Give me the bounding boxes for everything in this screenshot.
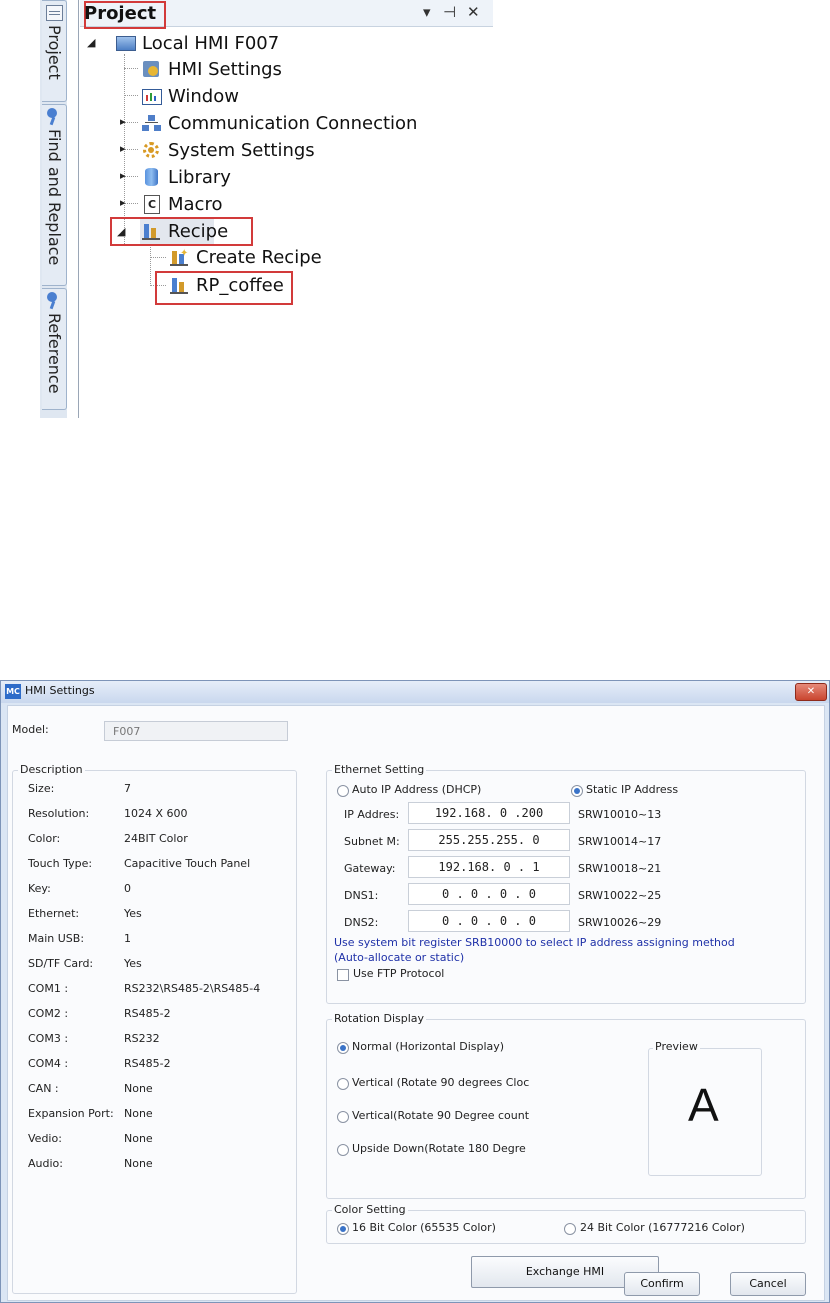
description-row-label: Touch Type: [28,857,93,870]
rotation-upside-down-label: Upside Down(Rotate 180 Degre [352,1142,526,1155]
preview-glyph: A [688,1079,719,1131]
tree-item-system-settings[interactable]: System Settings [142,138,315,162]
tree-item-recipe[interactable]: Recipe [142,219,228,243]
hmi-device-icon [116,34,136,52]
dialog-titlebar [1,681,829,703]
recipe-flask-icon [142,222,162,240]
rotation-vertical-cw-label: Vertical (Rotate 90 degrees Cloc [352,1076,530,1089]
description-row-label: COM1 : [28,982,69,995]
model-label: Model: [12,723,49,736]
ethernet-field-register: SRW10026~29 [578,916,662,929]
side-tab-reference[interactable] [42,288,67,410]
color-24bit-label: 24 Bit Color (16777216 Color) [580,1221,745,1234]
tree-item-create-recipe[interactable]: ✦ Create Recipe [170,245,322,269]
ethernet-field-input[interactable]: 192.168. 0 .200 [408,802,570,824]
ethernet-field-input[interactable]: 0 . 0 . 0 . 0 [408,883,570,905]
description-legend: Description [20,763,83,776]
tree-root-label: Local HMI F007 [142,32,280,54]
macro-file-icon: C [142,195,162,213]
srb-note-line1: Use system bit register SRB10000 to select IP address assigning method [334,936,735,949]
description-row-value: RS232 [124,1032,160,1045]
database-icon [142,168,162,186]
auto-ip-label: Auto IP Address (DHCP) [352,783,482,796]
rotation-normal-radio[interactable] [337,1042,349,1054]
project-panel-title: Project [84,3,157,24]
tree-item-macro[interactable]: C Macro [142,192,222,216]
ethernet-field-input[interactable]: 0 . 0 . 0 . 0 [408,910,570,932]
description-row-value: 0 [124,882,131,895]
ethernet-legend: Ethernet Setting [334,763,425,776]
collapse-arrow-icon[interactable]: ▸ [120,196,126,209]
description-row-label: Resolution: [28,807,90,820]
panel-close-icon[interactable]: ✕ [467,3,480,21]
static-ip-radio[interactable] [571,785,583,797]
tree-item-library[interactable]: Library [142,165,231,189]
recipe-flask-icon [170,276,190,294]
color-16bit-radio[interactable] [337,1223,349,1235]
color-24bit-radio[interactable] [564,1223,576,1235]
side-tab-find-label: Find and Replace [45,129,64,266]
description-row-value: None [124,1157,153,1170]
network-icon [142,114,162,132]
ftp-label: Use FTP Protocol [353,967,445,980]
rotation-vertical-ccw-label: Vertical(Rotate 90 Degree count [352,1109,530,1122]
rotation-legend: Rotation Display [334,1012,425,1025]
side-tab-strip [40,0,67,418]
dialog-close-button[interactable]: ✕ [795,683,827,701]
description-row-value: RS485-2 [124,1007,171,1020]
project-tab-icon [46,5,63,21]
tree-item-communication[interactable]: Communication Connection [142,111,417,135]
description-row-label: COM3 : [28,1032,69,1045]
srb-note-line2: (Auto-allocate or static) [334,951,465,964]
description-row-value: 7 [124,782,131,795]
description-row-label: COM4 : [28,1057,69,1070]
description-row-label: Key: [28,882,51,895]
model-field: F007 [104,721,288,741]
description-row-value: None [124,1082,153,1095]
description-row-label: Main USB: [28,932,85,945]
reference-tab-icon [47,292,57,302]
description-row-value: 1 [124,932,131,945]
tree-item-rp-coffee[interactable]: RP_coffee [170,273,284,297]
description-row-label: Expansion Port: [28,1107,114,1120]
ethernet-field-label: DNS2: [344,916,379,929]
dialog-title: HMI Settings [25,684,95,697]
description-row-value: 1024 X 600 [124,807,188,820]
description-row-value: 24BIT Color [124,832,188,845]
ethernet-field-label: Gateway: [344,862,396,875]
description-row-label: Color: [28,832,61,845]
ethernet-field-input[interactable]: 192.168. 0 . 1 [408,856,570,878]
collapse-arrow-icon[interactable]: ▸ [120,115,126,128]
dialog-body [7,705,825,1301]
panel-pin-icon[interactable]: ⊣ [443,3,457,21]
description-row-label: Size: [28,782,55,795]
side-tab-project-label: Project [45,25,64,80]
description-row-label: Vedio: [28,1132,62,1145]
ethernet-field-label: DNS1: [344,889,379,902]
collapse-arrow-icon[interactable]: ▸ [120,142,126,155]
hmi-settings-icon [142,60,162,78]
panel-divider [78,0,79,418]
app-logo-icon: MC [5,684,21,699]
description-row-value: Capacitive Touch Panel [124,857,251,870]
window-icon [142,87,162,105]
tree-item-window[interactable]: Window [142,84,239,108]
panel-dropdown-icon[interactable]: ▾ [423,3,431,21]
rotation-normal-label: Normal (Horizontal Display) [352,1040,505,1053]
rotation-upside-down-radio[interactable] [337,1144,349,1156]
exchange-hmi-button[interactable]: Exchange HMI [471,1256,659,1288]
description-row-label: COM2 : [28,1007,69,1020]
color-16bit-label: 16 Bit Color (65535 Color) [352,1221,496,1234]
description-row-value: None [124,1132,153,1145]
description-row-value: None [124,1107,153,1120]
ethernet-field-register: SRW10010~13 [578,808,662,821]
gear-icon [142,141,162,159]
side-tab-find-replace[interactable] [42,104,67,286]
ethernet-field-label: IP Addres: [344,808,400,821]
rotation-vertical-cw-radio[interactable] [337,1078,349,1090]
color-setting-legend: Color Setting [334,1203,406,1216]
find-tab-icon [47,108,57,118]
ethernet-field-register: SRW10014~17 [578,835,662,848]
ethernet-field-input[interactable]: 255.255.255. 0 [408,829,570,851]
description-row-value: Yes [124,907,142,920]
description-row-label: CAN : [28,1082,59,1095]
collapse-arrow-icon[interactable]: ▸ [120,169,126,182]
description-row-value: RS232\RS485-2\RS485-4 [124,982,261,995]
cancel-button[interactable]: Cancel [730,1272,806,1296]
static-ip-label: Static IP Address [586,783,679,796]
confirm-button[interactable]: Confirm [624,1272,700,1296]
description-row-value: Yes [124,957,142,970]
description-row-label: SD/TF Card: [28,957,94,970]
auto-ip-radio[interactable] [337,785,349,797]
expand-arrow-icon[interactable]: ◢ [117,225,126,238]
create-recipe-icon: ✦ [170,248,190,266]
expand-arrow-icon[interactable]: ◢ [87,36,96,49]
tree-root-node[interactable] [116,31,279,55]
side-tab-reference-label: Reference [45,313,64,394]
tree-item-hmi-settings[interactable]: HMI Settings [142,57,282,81]
preview-legend: Preview [655,1040,698,1053]
hmi-settings-dialog [0,680,830,1303]
ethernet-field-label: Subnet M: [344,835,400,848]
description-row-label: Audio: [28,1157,63,1170]
ethernet-field-register: SRW10018~21 [578,862,662,875]
ftp-checkbox[interactable] [337,969,349,981]
description-row-value: RS485-2 [124,1057,171,1070]
description-row-label: Ethernet: [28,907,80,920]
rotation-vertical-ccw-radio[interactable] [337,1111,349,1123]
side-tab-project[interactable] [42,0,67,102]
ethernet-field-register: SRW10022~25 [578,889,662,902]
